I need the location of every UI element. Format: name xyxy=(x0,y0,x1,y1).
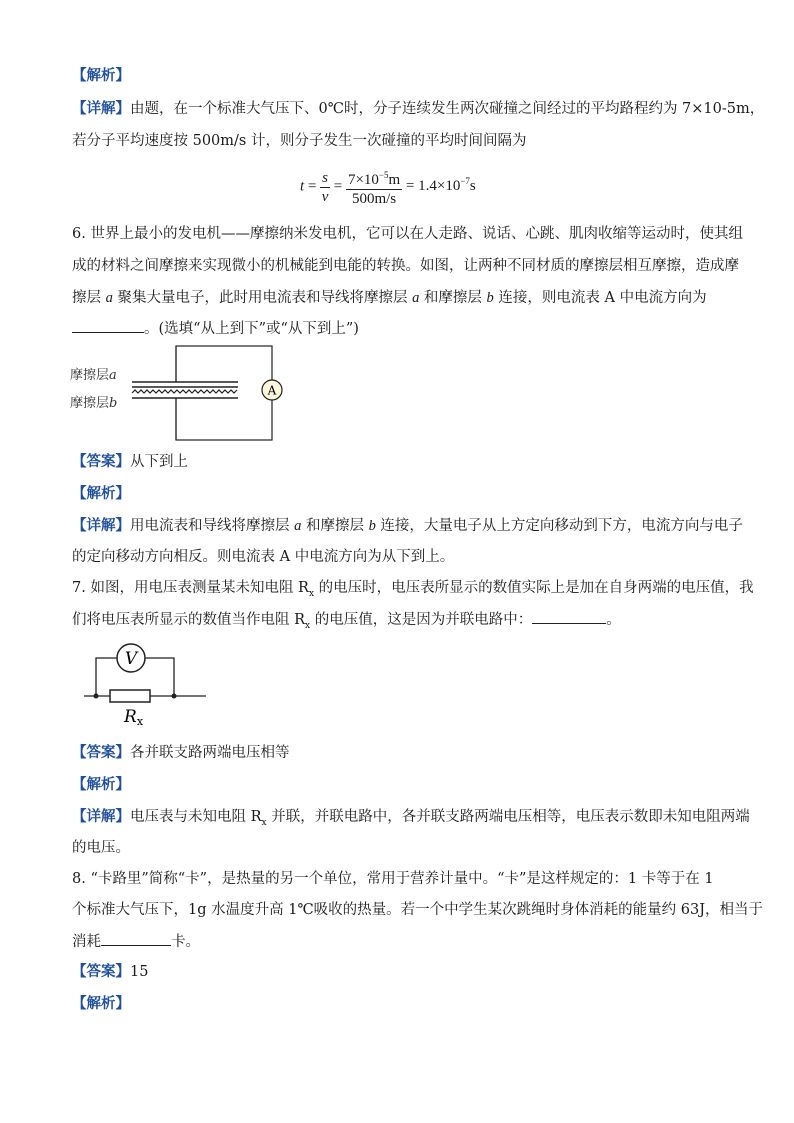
detail-tag: 【详解】 xyxy=(72,100,130,117)
answer-tag: 【答案】 xyxy=(72,963,130,980)
formula-numerator: $7\times 10^{-5}m$ xyxy=(346,166,402,190)
q6-line-2: 成的材料之间摩擦来实现微小的机械能到电能的转换。如图，让两种不同材质的摩擦层相互摩擦，造成摩 xyxy=(72,258,739,274)
q7-answer: 各并联支路两端电压相等 xyxy=(130,745,290,761)
q7-line-2: 们将电压表所显示的数值当作电阻 $R_x$ 的电压值，这是因为并联电路中： 。 xyxy=(72,609,621,636)
q7-detail-line-1: 【详解】电压表与未知电阻 $R_x$ 并联，并联电路中，各并联支路两端电压相等，电压表示数即未知电阻两端 xyxy=(72,808,750,828)
formula-v: v xyxy=(321,188,329,205)
q8-line-1: 8. “卡路里”简称“卡”，是热量的另一个单位，常用于营养计量中。“卡”是这样规定的：1 卡等于在 1 xyxy=(72,871,714,887)
q7-line-1: 7. 如图，用电压表测量某未知电阻 $R_x$ 的电压时，电压表所显示的数值实际上是加在自身两端的电压值，我 xyxy=(72,580,754,599)
q8-line-3: 消耗 卡。 xyxy=(72,931,200,952)
resistor-icon xyxy=(110,690,150,702)
q6-analysis-heading xyxy=(72,484,130,504)
formula-denominator: 500m/s xyxy=(351,191,397,207)
q8-answer-line xyxy=(72,962,148,982)
ammeter-label: A xyxy=(267,383,277,398)
circuit-wire-loop xyxy=(176,346,272,440)
answer-tag: 【答案】 xyxy=(72,453,130,470)
q8-answer: 15 xyxy=(130,964,149,980)
analysis-tag: 【解析】 xyxy=(72,776,130,793)
q6-circuit-figure xyxy=(66,340,286,445)
formula-main-fraction xyxy=(346,166,402,208)
q8-line-2: 个标准大气压下，1g 水温度升高 1℃吸收的热量。若一个中学生某次跳绳时身体消耗的能量约 63J，相当于 xyxy=(72,902,764,918)
layer-a-label: 摩擦层a xyxy=(70,368,117,383)
q7-answer-line xyxy=(72,743,290,763)
answer-blank xyxy=(532,609,606,624)
answer-blank xyxy=(72,318,144,333)
layer-b-label: 摩擦层b xyxy=(70,396,118,411)
q5-detail-text-2: 若分子平均速度按 500m/s 计，则分子发生一次碰撞的平均时间间隔为 xyxy=(72,133,527,149)
detail-tag: 【详解】 xyxy=(72,517,130,534)
formula-s: s xyxy=(322,169,328,186)
q6-line-4: 。(选填“从上到下”或“从下到上”) xyxy=(72,318,359,339)
q5-detail-line-1 xyxy=(72,99,764,119)
answer-blank xyxy=(101,931,171,946)
q5-detail-line-2 xyxy=(72,131,526,151)
q6-answer: 从下到上 xyxy=(130,454,188,470)
formula-result: = $1.4\times 10^{-7}s$ xyxy=(405,176,476,195)
q7-analysis-heading xyxy=(72,775,130,795)
resistor-label: Rx xyxy=(124,707,144,728)
layer-b-teeth xyxy=(132,390,237,393)
q6-detail-line-1: 【详解】用电流表和导线将摩擦层 a 和摩擦层 b 连接，大量电子从上方定向移动到下方，电流方向与电子 xyxy=(72,517,743,534)
q7-circuit-figure xyxy=(80,640,220,730)
formula-t: t xyxy=(300,178,305,195)
q5-analysis-heading xyxy=(72,66,130,86)
q5-detail-text-1: 由题，在一个标准大气压下、0℃时，分子连续发生两次碰撞之间经过的平均路程约为 7×10-5m， xyxy=(130,101,765,117)
q6-detail-line-2: 的定向移动方向相反。则电流表 A 中电流方向为从下到上。 xyxy=(72,549,455,565)
voltmeter-label: V xyxy=(124,649,138,669)
analysis-tag: 【解析】 xyxy=(72,67,130,84)
q6-line-1: 6. 世界上最小的发电机——摩擦纳米发电机，它可以在人走路、说话、心跳、肌肉收缩等运动时，使其组 xyxy=(72,226,743,242)
formula-s-over-v xyxy=(320,169,330,206)
analysis-tag: 【解析】 xyxy=(72,995,130,1012)
q6-answer-line xyxy=(72,452,188,472)
detail-tag: 【详解】 xyxy=(72,808,130,825)
analysis-tag: 【解析】 xyxy=(72,485,130,502)
q6-line-3: 擦层 a 聚集大量电子，此时用电流表和导线将摩擦层 a 和摩擦层 b 连接，则电流表 A 中电流方向为 xyxy=(72,290,707,306)
q5-formula: t = $\frac{s}{v}$ = $\frac{7\times 10^{-5}m}{500m/s}$ = $1.4\times 10^{-7}s$ xyxy=(300,166,476,208)
q8-analysis-heading xyxy=(72,994,130,1014)
q7-detail-line-2: 的电压。 xyxy=(72,840,130,856)
answer-tag: 【答案】 xyxy=(72,744,130,761)
